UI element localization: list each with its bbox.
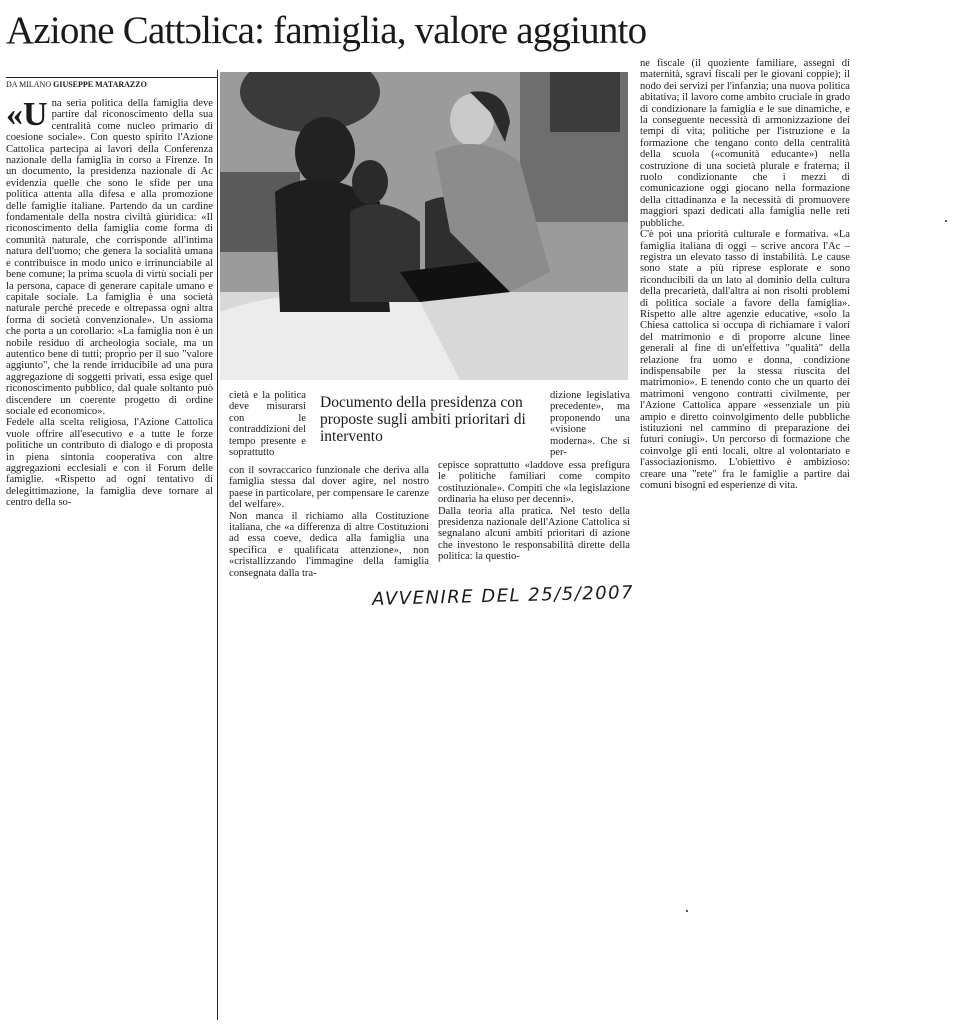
byline-place: DA MILANO xyxy=(6,80,52,89)
family-photo-illustration xyxy=(220,72,628,380)
col3-paragraph-1: cepisce soprattutto «laddove essa prefigura le politiche familiari come compito costituzionale». Compiti che «la legislazione ordinaria ha eluso per decenni». xyxy=(438,460,630,506)
col1-paragraph-1: na seria politica della famiglia deve partire dal riconoscimento della sua centralità come nucleo primario di coesione sociale». Con questo spirito l'Azione Cattolica partecipa ai lavori della Conferenza nazionale della famiglia in corso a Firenze. In un documento, la presidenza nazionale di Ac evidenzia quelle che sono le sfide per una politica attenta alla difesa e alla promozione delle famiglie italiane. Partendo da un cardine fondamentale della nostra civiltà giuridica: «Il riconoscimento della famiglia come forma di comunità naturale, che corrisponde all'intima natura dell'uomo; che genera la socialità umana e contribuisce in modo unico e irrinunciabile al bene comune; la prima scuola di virtù sociali per la persona, capace di generare capitale umano e capitale sociale. La famiglia è una società naturale perché precede e oltrepassa ogni altra forma di società convenzionale». Un assioma che porta a un corollario: «La famiglia non è un nobile residuo di archeologia sociale, ma un autentico bene di tutti; proprio per il suo "valore aggiunto", che la rende irriducibile ad una pura aggregazione di soggetti privati, essa esige quel riconoscimento pubblico, dal quale soltanto può discendere un coerente progetto di ordine sociale ed economico». xyxy=(6,98,213,417)
headline: Azione Cattɔlica: famiglia, valore aggiunto xyxy=(6,9,647,52)
col2-top-paragraph: cietà e la politica deve misurarsi con le contraddizioni del tempo presente e soprattutto xyxy=(229,390,306,459)
article-column-3 xyxy=(438,460,630,563)
col2-paragraph-2: Non manca il richiamo alla Costituzione italiana, che «a differenza di altre Costituzioni ad essa coeve, dedica alla famiglia una specifica e qualificata attenzione», non «cristallizzando l'immagine della famiglia consegnata dalla tra- xyxy=(229,510,429,579)
subheadline: Documento della presidenza con proposte sugli ambiti prioritari di intervento xyxy=(320,394,526,445)
column-divider xyxy=(217,70,218,1020)
col3-paragraph-2: Dalla teoria alla pratica. Nel testo della presidenza nazionale dell'Azione Cattolica si segnalano alcuni ambiti prioritari di azione che investono le responsabilità dirette della politica: la questio- xyxy=(438,505,630,563)
col3-top-paragraph: dizione legislativa precedente», ma proponendo una «visione moderna». Che si per- xyxy=(550,390,630,459)
article-column-4 xyxy=(640,58,850,491)
article-column-1 xyxy=(6,98,213,509)
byline-author: GIUSEPPE MATARAZZO xyxy=(53,80,147,89)
col2-paragraph-1: con il sovraccarico funzionale che deriva alla famiglia stessa dal dover agire, nel nostro paese in particolare, per compensare le carenze del welfare». xyxy=(229,465,429,511)
col4-paragraph-1: ne fiscale (il quoziente familiare, assegni di maternità, sgravi fiscali per le giovani coppie); il nodo dei servizi per l'infanzia; una nuova politica abitativa; il lavoro come ambito cruciale in grado di condizionare la famiglia e le sue dinamiche, e la conseguente necessità di armonizzazione dei tempi di vita; politiche per l'istruzione e la formazione che tengano conto della centralità della scuola («comunità educante») nella costruzione di una società plurale e fraterna; il ruolo condizionante che i mezzi di comunicazione oggi giocano nella formazione della cittadinanza e la necessità di promuovere maggiori spazi dedicati alla famiglia nelle reti pubbliche. xyxy=(640,58,850,229)
scan-speck xyxy=(945,220,947,222)
col1-paragraph-2: Fedele alla scelta religiosa, l'Azione Cattolica vuole offrire all'esecutivo e a tutte le forze politiche un contributo di dialogo e di proposta in piena sintonia cooperativa con altre aggregazioni ecclesiali e con il Forum delle famiglie. «Rispetto ad ogni tentativo di delegittimazione, la famiglia deve tornare al centro della so- xyxy=(6,417,213,509)
col4-paragraph-2: C'è poi una priorità culturale e formativa. «La famiglia italiana di oggi – scrive ancora l'Ac – registra un elevato tasso di instabilità. Le cause sono state a più riprese esplorate e sono riconducibili da un lato al dominio della cultura della precarietà, dall'altra ai non risolti problemi di politica sociale a favore della famiglia». Rispetto alle altre agenzie educative, «solo la Chiesa cattolica si occupa di richiamare i valori del matrimonio e di proporre alcune linee generali al fine di un'effettiva "qualità" della relazione fra uomo e donna, condizione indispensabile per la stessa riuscita del matrimonio». E tenendo conto che un quarto dei matrimoni vengono contratti civilmente, per l'Azione Cattolica appare «essenziale un più ampio e diretto coinvolgimento delle pubbliche istituzioni nel cammino di preparazione dei futuri coniugi». Un percorso di formazione che coinvolge gli enti locali, oltre al volontariato e l'associazionismo. L'obiettivo è ambizioso: creare una "rete" fra le famiglie a partire dai comuni bisogni ed esperienze di vita. xyxy=(640,229,850,492)
byline-rule xyxy=(6,77,217,78)
scan-speck xyxy=(686,910,688,912)
dropcap: «U xyxy=(6,96,48,133)
article-column-2 xyxy=(229,465,429,579)
handwritten-annotation: AVVENIRE DEL 25/5/2007 xyxy=(371,582,635,610)
family-photo xyxy=(220,72,628,380)
byline xyxy=(6,80,206,89)
